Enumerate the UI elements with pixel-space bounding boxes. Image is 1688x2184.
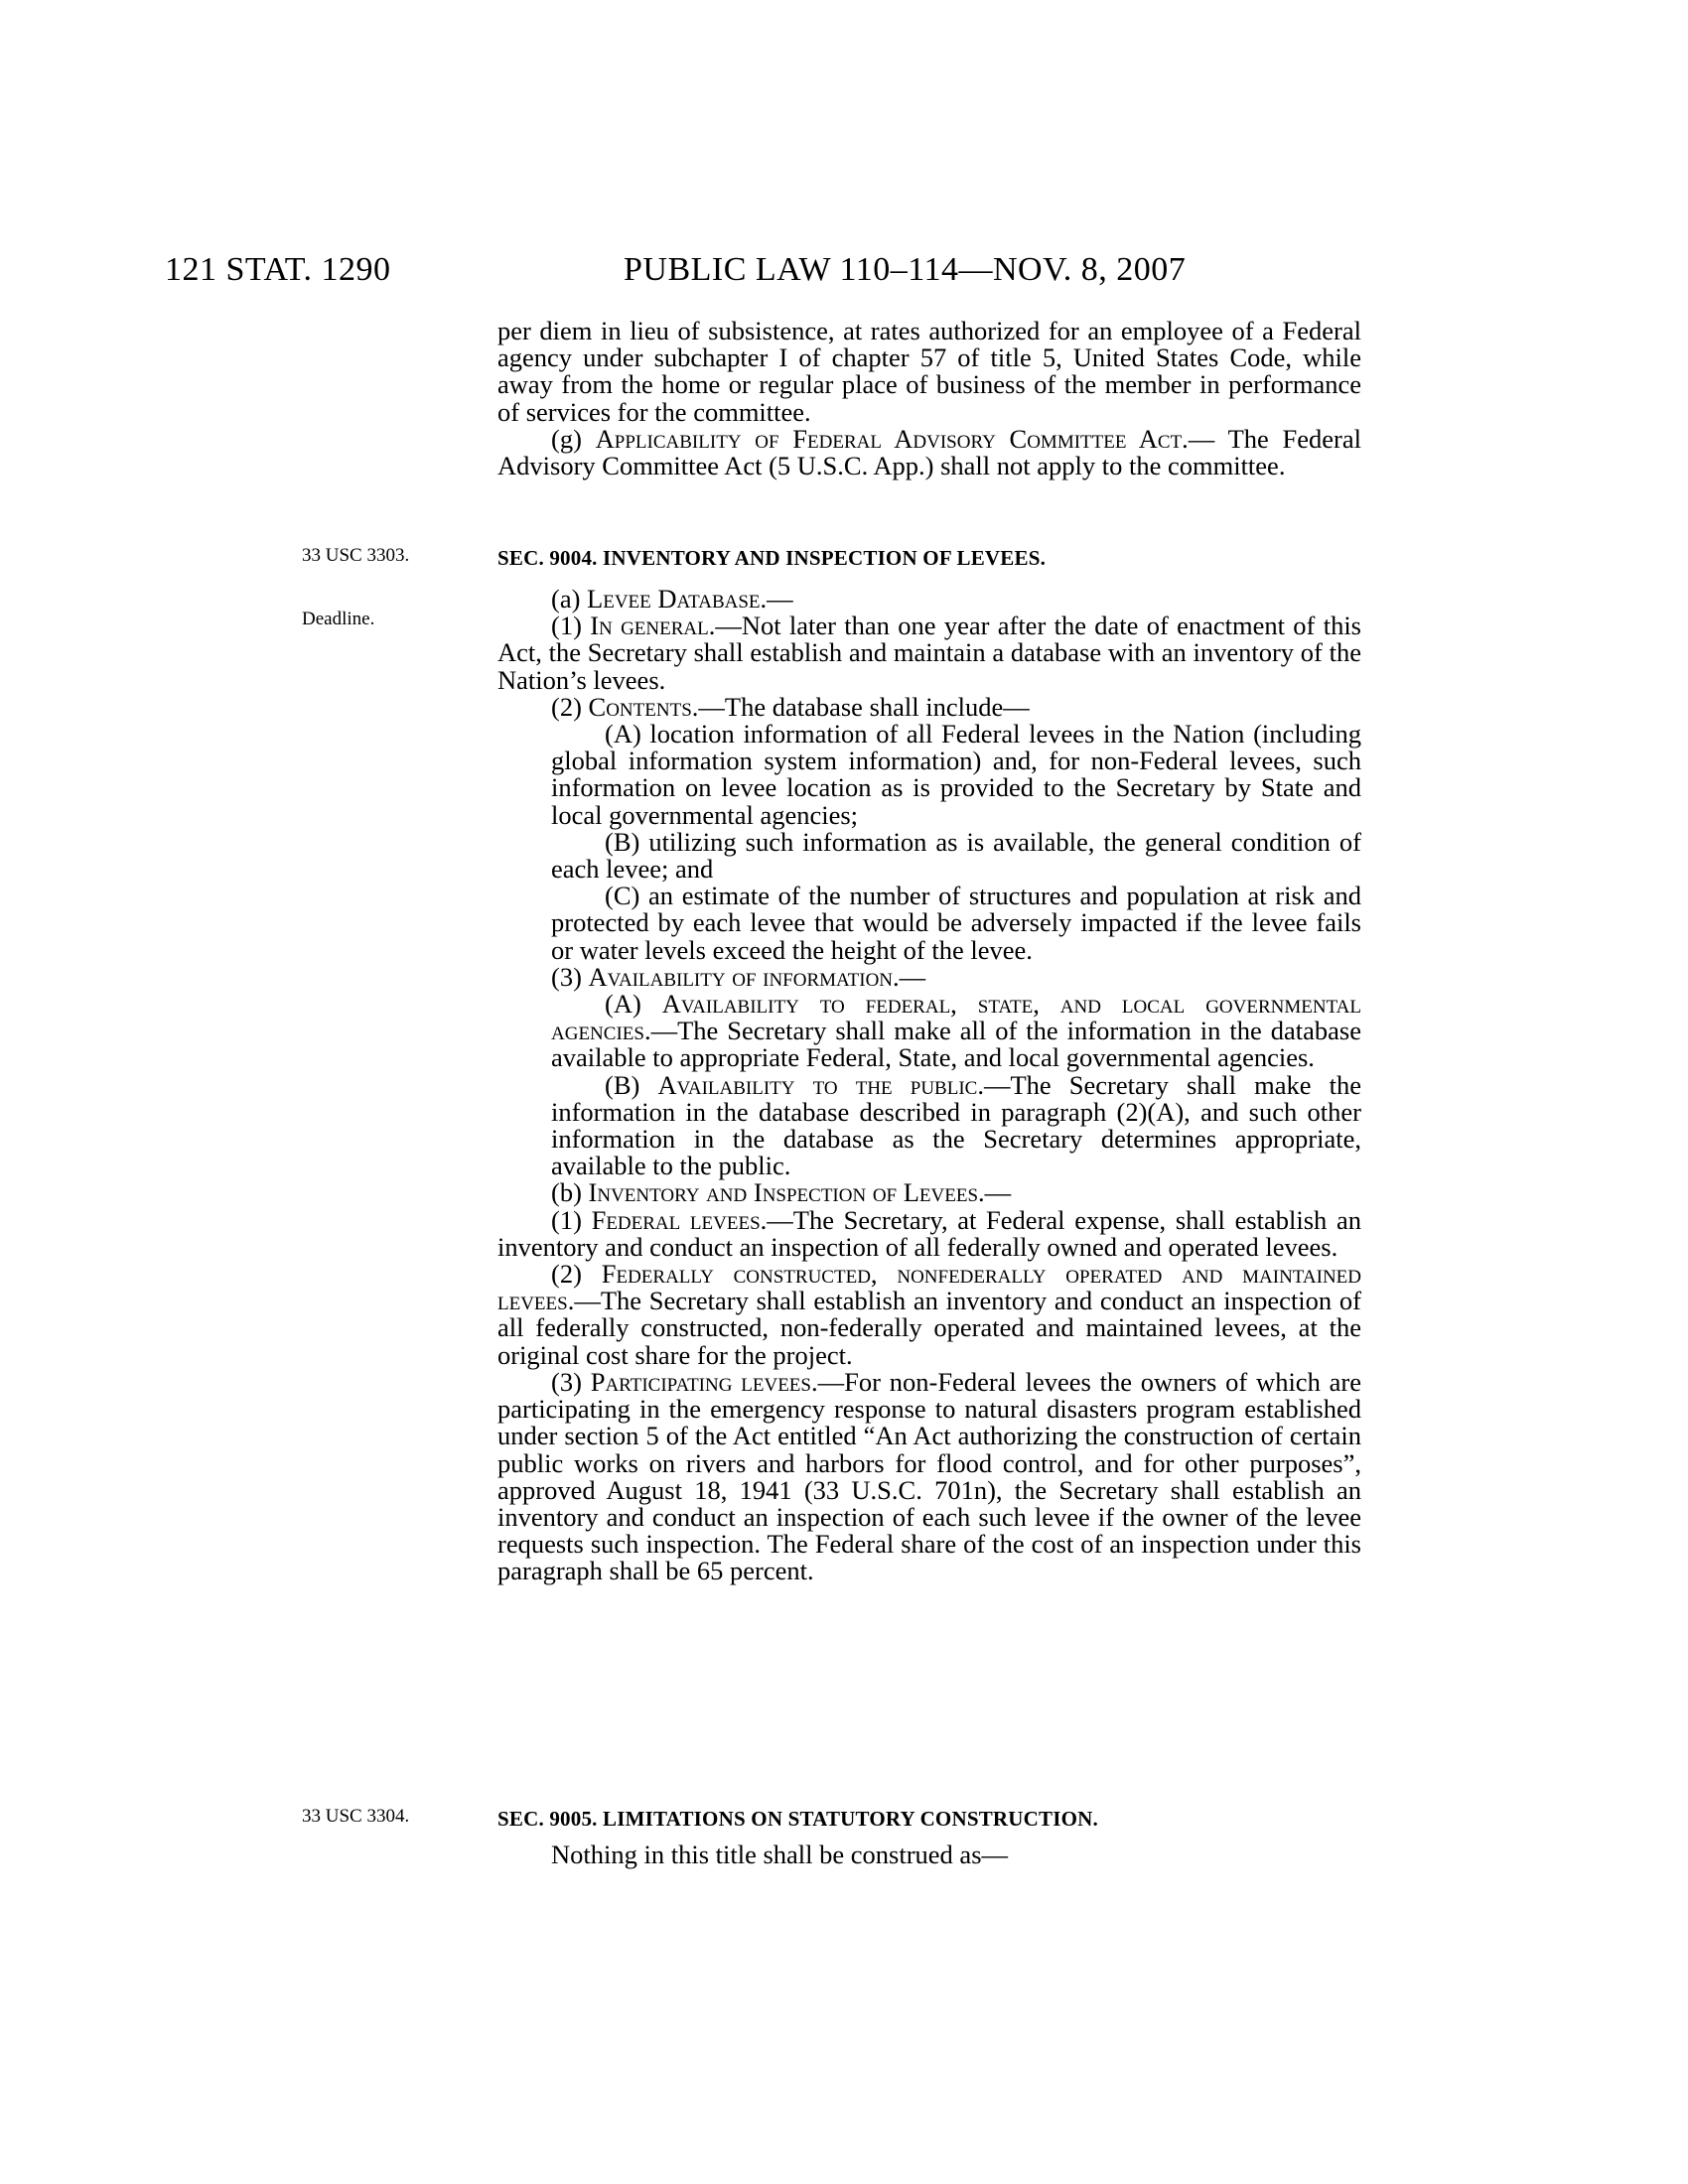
page-stat-citation: 121 STAT. 1290 [165, 251, 391, 288]
subsection-g-label: (g) [551, 423, 596, 454]
subsection-g-heading: Applicability of Federal Advisory Committee Act.— [595, 423, 1215, 454]
paragraph-b2-text: The Secretary shall establish an inventory and conduct an inspection of all federally constructed, non-federally operated and maintained levees, at the original cost share for the project. [497, 1286, 1361, 1370]
paragraph-a2 [497, 691, 1361, 722]
subsection-a-label: (a) [551, 584, 588, 614]
paragraph-a3 [497, 961, 1361, 992]
paragraph-a3-label: (3) [551, 961, 589, 992]
paragraph-b2-label: (2) [551, 1259, 602, 1290]
section-9005-body [497, 1842, 1361, 1868]
paragraph-b3-text: For non-Federal levees the owners of which are participating in the emergency response to natural disasters program established under section 5 of the Act entitled “An Act authorizing the construction of certain public works on rivers and harbors for flood control, and for other purposes”, approved August 18, 1941 (33 U.S.C. 701n), the Secretary shall establish an inventory and conduct an inspection of each such levee if the owner of the levee requests such inspection. The Federal share of the cost of an inspection under this paragraph shall be 65 percent. [497, 1366, 1361, 1586]
section-9004-body [497, 586, 1361, 1585]
page-running-title: PUBLIC LAW 110–114—NOV. 8, 2007 [624, 251, 1187, 288]
margin-note-usc-3303: 33 USC 3303. [302, 545, 410, 566]
subparagraph-a3B [497, 1069, 1362, 1181]
paragraph-a1-label: (1) [551, 611, 591, 641]
paragraph-a2-text: The database shall include— [724, 691, 1030, 722]
paragraph-a1-text: Not later than one year after the date of enactment of this Act, the Secretary shall establish and maintain a database with an inventory of the Nation’s levees. [497, 611, 1361, 695]
subparagraph-a2A: (A) location information of all Federal levees in the Nation (including global information system information) and, for non-Federal levees, such information on levee location as is provided to the Secretary by State and local governmental agencies; [551, 719, 1361, 830]
subparagraph-a2C: (C) an estimate of the number of structures and population at risk and protected by each levee that would be adversely impacted if the levee fails or water levels exceed the height of the levee. [551, 881, 1361, 965]
section-9004-heading: SEC. 9004. INVENTORY AND INSPECTION OF LEVEES. [497, 546, 1047, 570]
subsection-a [497, 586, 1361, 613]
margin-note-deadline: Deadline. [302, 609, 375, 629]
subsection-b [497, 1179, 1361, 1206]
paragraph-a3-heading: Availability of information.— [588, 961, 926, 992]
paragraph-b3-label: (3) [551, 1366, 591, 1397]
section-9005-heading: SEC. 9005. LIMITATIONS ON STATUTORY CONSTRUCTION. [497, 1807, 1098, 1831]
subparagraph-a3A-label: (A) [605, 989, 662, 1020]
paragraph-b1-heading: Federal levees.— [591, 1204, 793, 1235]
margin-note-usc-3304: 33 USC 3304. [302, 1806, 410, 1827]
paragraph-b2 [497, 1261, 1361, 1369]
paragraph-b1 [497, 1204, 1361, 1262]
paragraph-b1-text: The Secretary, at Federal expense, shall establish an inventory and conduct an inspection of all federally owned and operated levees. [497, 1204, 1361, 1262]
subparagraph-a3B-heading: Availability to the public.— [657, 1069, 1011, 1100]
paragraph-b3 [497, 1366, 1361, 1586]
subparagraph-a3A-text: The Secretary shall make all of the information in the database available to appropriate Federal, State, and local governmental agencies. [551, 1016, 1361, 1073]
section-9003-continuation [497, 318, 1361, 479]
paragraph-a1 [497, 613, 1361, 694]
subparagraph-a3B-text: The Secretary shall make the information in the database described in paragraph (2)(A), and such other information in the database as the Secretary determines appropriate, available to the public. [551, 1069, 1362, 1181]
subsection-a-heading: Levee Database.— [587, 584, 793, 614]
paragraph-b3-heading: Participating levees.— [590, 1366, 845, 1397]
paragraph-a2-label: (2) [551, 691, 589, 722]
paragraph-b1-label: (1) [551, 1204, 592, 1235]
subsection-g [497, 423, 1362, 481]
subsection-g-text: The Federal Advisory Committee Act (5 U.S.C. App.) shall not apply to the committee. [497, 423, 1362, 481]
paragraph-a2-heading: Contents.— [588, 691, 725, 722]
subparagraph-a2B: (B) utilizing such information as is available, the general condition of each levee; and [551, 826, 1361, 885]
paragraph-a1-heading: In general.— [590, 611, 742, 641]
subsection-b-heading: Inventory and Inspection of Levees.— [588, 1177, 1012, 1208]
continuation-paragraph: per diem in lieu of subsistence, at rates authorized for an employee of a Federal agency under subchapter I of chapter 57 of title 5, United States Code, while away from the home or regular place of business of the member in performance of services for the committee. [497, 316, 1361, 427]
subparagraph-a3A [497, 991, 1361, 1072]
subsection-b-label: (b) [551, 1177, 589, 1208]
subparagraph-a3A-heading: Availability to federal, state, and local governmental agencies.— [551, 989, 1361, 1046]
section-9005-lead-text: Nothing in this title shall be construed as— [551, 1840, 1009, 1869]
paragraph-b2-heading: Federally constructed, nonfederally operated and maintained levees.— [497, 1259, 1361, 1316]
subparagraph-a3B-label: (B) [605, 1069, 658, 1100]
